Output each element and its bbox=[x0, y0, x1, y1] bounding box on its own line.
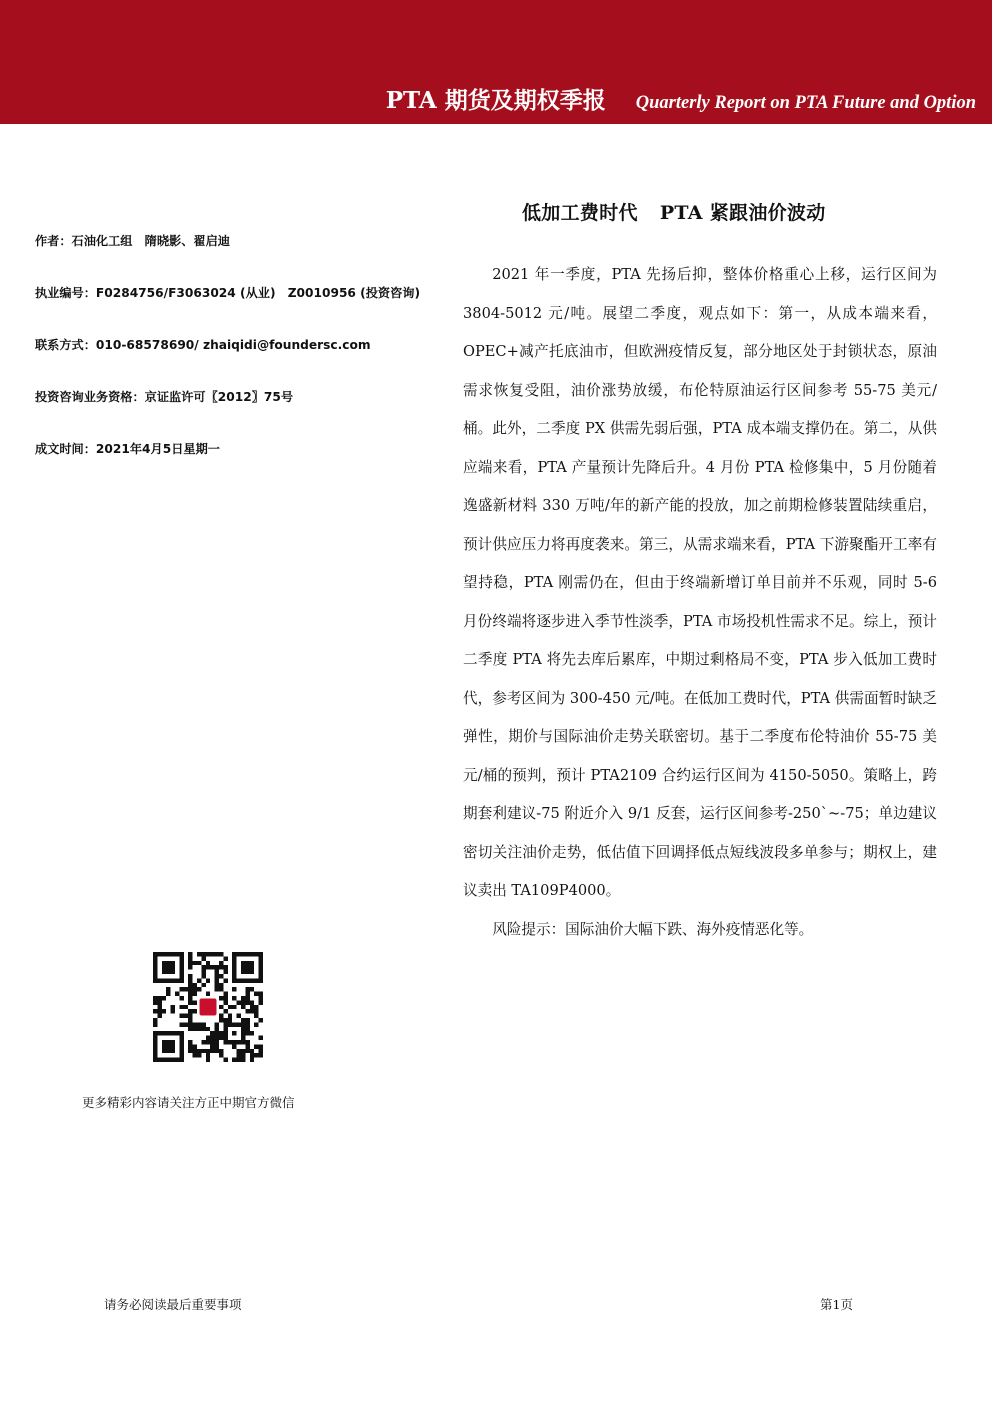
risk-paragraph: 风险提示：国际油价大幅下跌、海外疫情恶化等。 bbox=[492, 920, 814, 938]
report-body bbox=[463, 256, 937, 949]
report-title-part2: PTA 紧跟油价波动 bbox=[659, 202, 826, 224]
summary-paragraph: 2021 年一季度，PTA 先扬后抑，整体价格重心上移，运行区间为 3804-5012 元/吨。展望二季度，观点如下：第一，从成本端来看，OPEC+减产托底油市，但欧洲疫情反复，部分地区处于封锁状态，原油需求恢复受阻，油价涨势放缓，布伦特原油运行区间参考 55-75 美元/桶。此外，二季度 PX 供需先弱后强，PTA 成本端支撑仍在。第二，从供应端来看，PTA 产量预计先降后升。4 月份 PTA 检修集中，5 月份随着逸盛新材料 330 万吨/年的新产能的投放，加之前期检修装置陆续重启，预计供应压力将再度袭来。第三，从需求端来看，PTA 下游聚酯开工率有望持稳，PTA 刚需仍在，但由于终端新增订单目前并不乐观，同时 5-6 月份终端将逐步进入季节性淡季，PTA 市场投机性需求不足。综上，预计二季度 PTA 将先去库后累库，中期过剩格局不变，PTA 步入低加工费时代，参考区间为 300-450 元/吨。在低加工费时代，PTA 供需面暂时缺乏弹性，期价与国际油价走势关联密切。基于二季度布伦特油价 55-75 美元/桶的预判，预计 PTA2109 合约运行区间为 4150-5050。策略上，跨期套利建议-75 附近介入 9/1 反套，运行区间参考-250`~-75；单边建议密切关注油价走势，低估值下回调择低点短线波段多单参与；期权上，建议卖出 TA109P4000。 bbox=[463, 266, 937, 899]
contact-line: 联系方式：010-68578690/ zhaiqidi@foundersc.com bbox=[35, 338, 371, 352]
wechat-qr-code bbox=[153, 952, 263, 1062]
header-band bbox=[0, 0, 992, 124]
report-series-title-en: Quarterly Report on PTA Future and Option bbox=[635, 93, 976, 113]
report-series-title: PTA 期货及期权季报 bbox=[385, 87, 606, 114]
qr-logo bbox=[197, 996, 219, 1018]
qr-caption: 更多精彩内容请关注方正中期官方微信 bbox=[82, 1095, 295, 1110]
report-title-part1: 低加工费时代 bbox=[522, 202, 638, 224]
header-titles bbox=[386, 82, 976, 115]
license-line: 执业编号：F0284756/F3063024 (从业) Z0010956 (投资咨询) bbox=[35, 286, 421, 300]
author-line: 作者：石油化工组 隋晓影、翟启迪 bbox=[35, 234, 230, 248]
page-number: 第1页 bbox=[820, 1297, 853, 1312]
date-line: 成文时间：2021年4月5日星期一 bbox=[35, 442, 220, 456]
report-title bbox=[522, 198, 826, 225]
qualification-line: 投资咨询业务资格：京证监许可〖2012〗75号 bbox=[35, 390, 294, 404]
footer-notice: 请务必阅读最后重要事项 bbox=[104, 1297, 242, 1312]
